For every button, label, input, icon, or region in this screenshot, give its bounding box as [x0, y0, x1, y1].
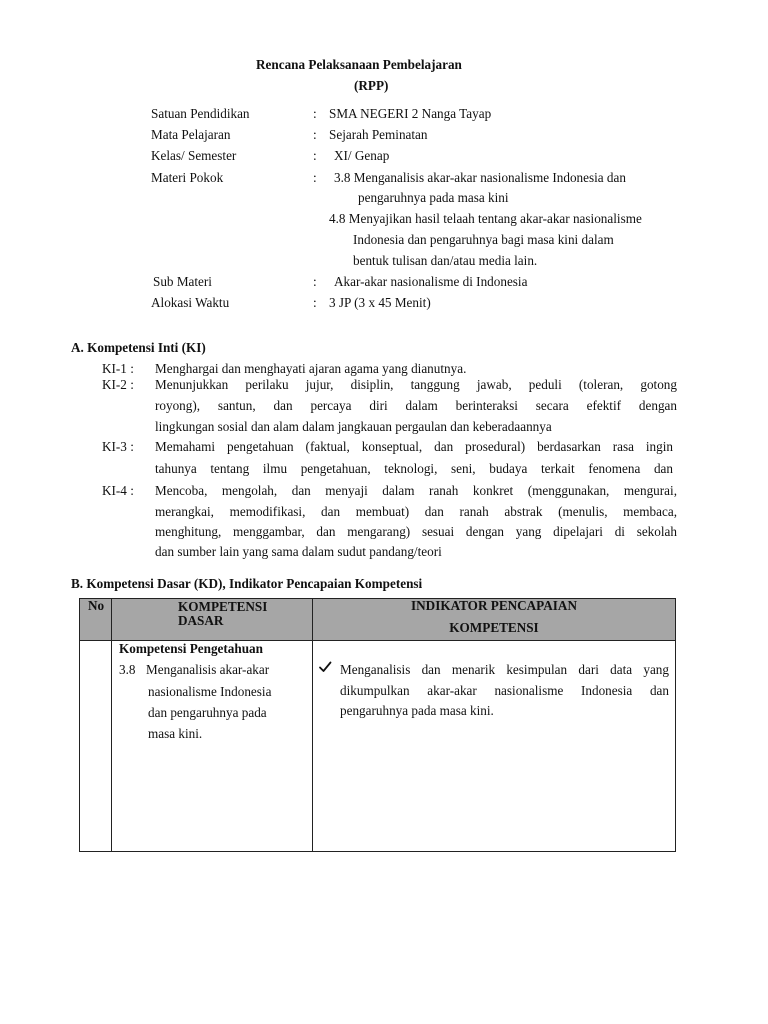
ipk-line: Menganalisis dan menarik kesimpulan dari data yang — [340, 662, 669, 677]
checkmark-icon — [318, 660, 332, 674]
identity-sep: : — [313, 148, 317, 163]
ki-text: tahunya tentang ilmu pengetahuan, teknologi, seni, budaya terkait fenomena dan — [155, 461, 673, 476]
section-a-heading: A. Kompetensi Inti (KI) — [71, 340, 206, 355]
ki-text: Mencoba, mengolah, dan menyaji dalam ranah konkret (menggunakan, mengurai, — [155, 483, 677, 498]
ki-text: Memahami pengetahuan (faktual, konseptual, dan prosedural) berdasarkan rasa ingin — [155, 439, 673, 454]
table-header-ipk: KOMPETENSI — [449, 620, 539, 635]
identity-materi-line: bentuk tulisan dan/atau media lain. — [353, 253, 538, 268]
identity-materi-line: Indonesia dan pengaruhnya bagi masa kini dalam — [353, 232, 614, 247]
identity-sep: : — [313, 295, 317, 310]
identity-value-submateri: Akar-akar nasionalisme di Indonesia — [334, 274, 528, 289]
section-b-heading: B. Kompetensi Dasar (KD), Indikator Pencapaian Kompetensi — [71, 576, 423, 591]
identity-label-submateri: Sub Materi — [153, 274, 212, 289]
identity-sep: : — [313, 170, 317, 185]
ki-text: menghitung, menggambar, dan mengarang) sesuai dengan yang dipelajari di sekolah — [155, 524, 677, 539]
identity-sep: : — [313, 106, 317, 121]
kd-line: dan pengaruhnya pada — [148, 705, 267, 720]
table-header-kd: KOMPETENSI — [178, 599, 268, 614]
identity-value-kelas: XI/ Genap — [334, 148, 390, 163]
ki-text: royong), santun, dan percaya diri dalam berinteraksi secara efektif dengan — [155, 398, 677, 413]
identity-label-materi: Materi Pokok — [151, 170, 224, 185]
ki-text: lingkungan sosial dan alam dalam jangkauan pergaulan dan keberadaannya — [155, 419, 552, 434]
ki-text: Menghargai dan menghayati ajaran agama yang dianutnya. — [155, 361, 467, 376]
identity-sep: : — [313, 127, 317, 142]
table-border — [675, 598, 676, 852]
document-subtitle: (RPP) — [354, 78, 389, 93]
ki-code: KI-1 : — [102, 361, 134, 376]
kd-line: nasionalisme Indonesia — [148, 684, 272, 699]
table-border — [79, 598, 80, 852]
ki-code: KI-4 : — [102, 483, 134, 498]
kd-line: masa kini. — [148, 726, 203, 741]
table-header-ipk: INDIKATOR PENCAPAIAN — [411, 598, 577, 613]
ipk-line: dikumpulkan akar-akar nasionalisme Indonesia dan — [340, 683, 669, 698]
identity-value-alokasi: 3 JP (3 x 45 Menit) — [329, 295, 431, 310]
identity-label-mapel: Mata Pelajaran — [151, 127, 231, 142]
identity-value-mapel: Sejarah Peminatan — [329, 127, 428, 142]
identity-sep: : — [313, 274, 317, 289]
ki-code: KI-2 : — [102, 377, 134, 392]
table-border — [312, 598, 313, 852]
table-border — [79, 851, 676, 852]
ki-text: merangkai, memodifikasi, dan membuat) dan ranah abstrak (menulis, membaca, — [155, 504, 677, 519]
kd-line: Menganalisis akar-akar — [146, 662, 270, 677]
identity-label-satuan: Satuan Pendidikan — [151, 106, 250, 121]
table-header-no: No — [88, 598, 105, 613]
ipk-line: pengaruhnya pada masa kini. — [340, 703, 494, 718]
table-border — [111, 598, 112, 852]
identity-materi-line: pengaruhnya pada masa kini — [358, 190, 509, 205]
kd-number: 3.8 — [119, 662, 136, 677]
ki-code: KI-3 : — [102, 439, 134, 454]
ki-text: Menunjukkan perilaku jujur, disiplin, tanggung jawab, peduli (toleran, gotong — [155, 377, 677, 392]
identity-value-satuan: SMA NEGERI 2 Nanga Tayap — [329, 106, 492, 121]
ki-text: dan sumber lain yang sama dalam sudut pandang/teori — [155, 544, 442, 559]
table-header-kd: DASAR — [178, 613, 224, 628]
document-title: Rencana Pelaksanaan Pembelajaran — [256, 57, 462, 72]
identity-materi-line: 4.8 Menyajikan hasil telaah tentang akar-akar nasionalisme — [329, 211, 642, 226]
identity-value-materi: 3.8 Menganalisis akar-akar nasionalisme Indonesia dan — [334, 170, 626, 185]
table-group-label: Kompetensi Pengetahuan — [119, 641, 263, 656]
identity-label-kelas: Kelas/ Semester — [151, 148, 237, 163]
identity-label-alokasi: Alokasi Waktu — [151, 295, 230, 310]
